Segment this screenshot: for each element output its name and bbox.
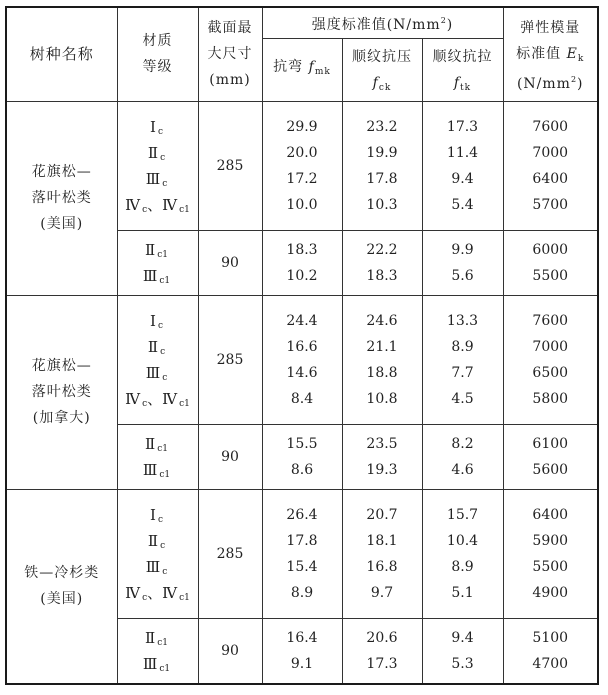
value: 7000 (532, 338, 569, 355)
value: 17.2 (286, 170, 318, 187)
value: 8.4 (290, 390, 314, 407)
value: 11.4 (446, 144, 479, 161)
wood-strength-table (5, 6, 599, 685)
value: 16.4 (286, 629, 318, 646)
species-name-line: 落叶松类 (31, 190, 92, 206)
grade-label: Ⅱ $_{c1}$ (145, 628, 168, 648)
value: 20.6 (366, 629, 398, 646)
value: 15.7 (446, 506, 479, 523)
tension-values-cell (422, 230, 503, 295)
value: 5.4 (451, 196, 474, 213)
value: 20.0 (286, 144, 318, 161)
section-size-cell: 90 (198, 230, 262, 295)
compression-values-cell (342, 230, 422, 295)
value: 18.8 (366, 364, 398, 381)
value: 23.5 (366, 435, 398, 452)
value: 10.4 (446, 532, 479, 549)
species-name-line: 落叶松类 (31, 384, 92, 400)
species-name-cell (6, 101, 117, 295)
grade-label: Ⅲ $_c$ (145, 169, 168, 189)
bending-values-cell (262, 101, 342, 230)
tension-values-cell (422, 295, 503, 424)
header-tension: 顺纹抗拉 $f_{tk}$ (422, 38, 503, 101)
species-name-line: (美国) (40, 591, 84, 607)
value: 5.6 (451, 267, 474, 284)
header-compression: 顺纹抗压 $f_{ck}$ (342, 38, 422, 101)
species-name-line: 花旗松— (31, 358, 92, 374)
compression-values-cell (342, 101, 422, 230)
tension-values-cell (422, 618, 503, 684)
compression-values-cell (342, 618, 422, 684)
value: 19.9 (366, 144, 398, 161)
value: 22.2 (366, 241, 398, 258)
bending-values-cell (262, 618, 342, 684)
value: 18.3 (286, 241, 318, 258)
grade-cell (117, 230, 198, 295)
grade-cell (117, 424, 198, 489)
value: 19.3 (366, 461, 398, 478)
bending-values-cell (262, 230, 342, 295)
tension-values-cell (422, 424, 503, 489)
bending-values-cell (262, 424, 342, 489)
grade-label: Ⅱ $_{c1}$ (145, 240, 168, 260)
value: 5500 (532, 558, 569, 575)
value: 9.7 (370, 584, 394, 601)
value: 15.4 (286, 558, 318, 575)
value: 8.2 (451, 435, 474, 452)
grade-label: Ⅱ $_c$ (147, 531, 166, 551)
value: 4900 (532, 584, 569, 601)
grade-label: Ⅲ $_c$ (145, 557, 168, 577)
grade-label: Ⅲ $_{c1}$ (142, 654, 171, 674)
section-size-cell: 90 (198, 424, 262, 489)
value: 4.5 (451, 390, 474, 407)
species-name-cell (6, 489, 117, 684)
value: 5900 (532, 532, 569, 549)
species-name-line: 花旗松— (31, 164, 92, 180)
grade-label: Ⅰ $_c$ (150, 117, 163, 137)
value: 17.8 (366, 170, 398, 187)
value: 17.3 (446, 118, 479, 135)
value: 4700 (532, 655, 569, 672)
value: 9.4 (451, 170, 474, 187)
modulus-values-cell (503, 295, 598, 424)
value: 8.6 (290, 461, 314, 478)
header-modulus: 弹性模量 标准值 $E_k$ $(N/mm^2)$ (503, 7, 598, 101)
value: 6400 (532, 506, 569, 523)
value: 24.4 (286, 312, 318, 329)
grade-label: Ⅲ $_{c1}$ (142, 266, 171, 286)
value: 9.9 (451, 241, 474, 258)
value: 5100 (532, 629, 569, 646)
compression-values-cell (342, 489, 422, 618)
value: 18.3 (366, 267, 398, 284)
grade-label: Ⅲ $_c$ (145, 363, 168, 383)
modulus-values-cell (503, 424, 598, 489)
grade-label: Ⅲ $_{c1}$ (142, 460, 171, 480)
value: 7600 (532, 118, 569, 135)
value: 16.8 (366, 558, 398, 575)
value: 10.0 (286, 196, 318, 213)
value: 21.1 (366, 338, 398, 355)
header-grade: 材质 等级 (117, 7, 198, 101)
grade-label: Ⅳ $_c$、Ⅳ $_{c1}$ (125, 195, 190, 215)
grade-label: Ⅰ $_c$ (150, 505, 163, 525)
modulus-values-cell (503, 101, 598, 230)
modulus-values-cell (503, 230, 598, 295)
compression-values-cell (342, 424, 422, 489)
section-size-cell: 285 (198, 101, 262, 230)
value: 29.9 (286, 118, 318, 135)
value: 8.9 (451, 558, 474, 575)
section-size-cell: 90 (198, 618, 262, 684)
value: 23.2 (366, 118, 398, 135)
value: 14.6 (286, 364, 318, 381)
grade-label: Ⅱ $_c$ (147, 337, 166, 357)
grade-label: Ⅳ $_c$、Ⅳ $_{c1}$ (125, 389, 190, 409)
value: 5800 (532, 390, 569, 407)
value: 4.6 (451, 461, 474, 478)
header-bending: 抗弯 $f_{mk}$ (262, 38, 342, 101)
grade-label: Ⅱ $_c$ (147, 143, 166, 163)
table-row (6, 295, 598, 424)
value: 10.8 (366, 390, 398, 407)
header-species-name: 树种名称 (6, 7, 117, 101)
grade-cell (117, 295, 198, 424)
value: 5700 (532, 196, 569, 213)
section-size-cell: 285 (198, 295, 262, 424)
value: 9.4 (451, 629, 474, 646)
value: 9.1 (290, 655, 314, 672)
grade-cell (117, 618, 198, 684)
tension-values-cell (422, 489, 503, 618)
value: 6100 (532, 435, 569, 452)
species-name-line: (加拿大) (32, 410, 91, 426)
tension-values-cell (422, 101, 503, 230)
grade-label: Ⅳ $_c$、Ⅳ $_{c1}$ (125, 583, 190, 603)
value: 8.9 (290, 584, 314, 601)
value: 18.1 (366, 532, 398, 549)
table-row (6, 489, 598, 618)
value: 10.3 (366, 196, 398, 213)
bending-values-cell (262, 295, 342, 424)
value: 10.2 (286, 267, 318, 284)
value: 6000 (532, 241, 569, 258)
value: 5.1 (451, 584, 474, 601)
table-row (6, 101, 598, 230)
value: 6500 (532, 364, 569, 381)
section-size-cell: 285 (198, 489, 262, 618)
species-name-line: (美国) (40, 216, 84, 232)
value: 5500 (532, 267, 569, 284)
header-section-size: 截面最 大尺寸 (mm) (198, 7, 262, 101)
grade-label: Ⅱ $_{c1}$ (145, 434, 168, 454)
species-name-cell (6, 295, 117, 489)
value: 16.6 (286, 338, 318, 355)
value: 5600 (532, 461, 569, 478)
modulus-values-cell (503, 489, 598, 618)
value: 17.8 (286, 532, 318, 549)
value: 26.4 (286, 506, 318, 523)
value: 13.3 (446, 312, 479, 329)
value: 15.5 (286, 435, 318, 452)
grade-label: Ⅰ $_c$ (150, 311, 163, 331)
modulus-values-cell (503, 618, 598, 684)
value: 24.6 (366, 312, 398, 329)
species-name-line: 铁—冷杉类 (24, 565, 100, 581)
compression-values-cell (342, 295, 422, 424)
value: 20.7 (366, 506, 398, 523)
value: 6400 (532, 170, 569, 187)
value: 5.3 (451, 655, 474, 672)
grade-cell (117, 101, 198, 230)
value: 7600 (532, 312, 569, 329)
value: 7.7 (451, 364, 474, 381)
value: 8.9 (451, 338, 474, 355)
value: 7000 (532, 144, 569, 161)
grade-cell (117, 489, 198, 618)
header-strength-group: 强度标准值$(N/mm^2)$ (262, 7, 503, 38)
value: 17.3 (366, 655, 398, 672)
bending-values-cell (262, 489, 342, 618)
